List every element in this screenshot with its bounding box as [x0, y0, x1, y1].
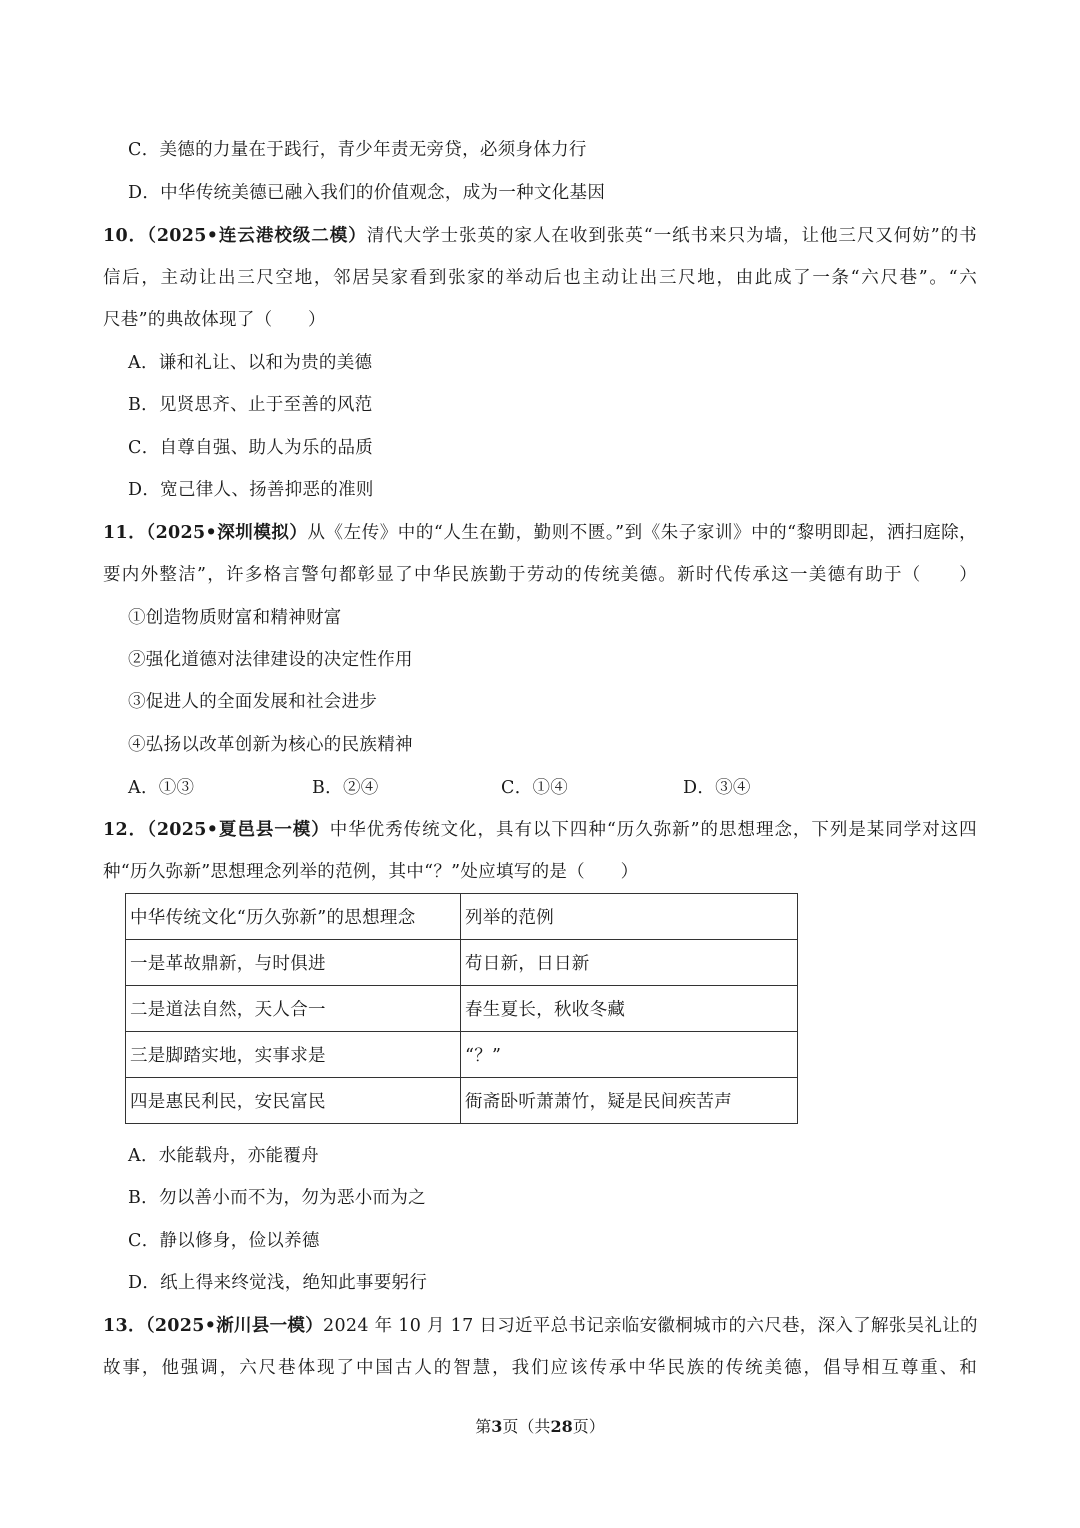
question-number: 11． [103, 523, 147, 543]
table-row [126, 1032, 798, 1078]
question-number: 13． [103, 1316, 146, 1336]
question-source: （2025•夏邑县一模） [147, 820, 330, 840]
question-number: 12． [103, 820, 148, 840]
question-11-item-1: ①创造物质财富和精神财富 [128, 608, 342, 628]
question-12-option-c: C．静以修身，俭以养德 [128, 1231, 320, 1251]
question-10-line-1 [103, 219, 977, 253]
question-12-option-d: D．纸上得来终觉浅，绝知此事要躬行 [128, 1273, 428, 1293]
footer-middle: 页（共 [502, 1417, 551, 1436]
question-11-options [128, 771, 980, 805]
page-number: 3 [491, 1417, 503, 1436]
question-source: （2025•深圳模拟） [146, 523, 308, 543]
table-cell: 四是惠民利民，安民富民 [126, 1078, 461, 1124]
question-12-table [125, 893, 798, 1124]
question-text: 从《左传》中的“人生在勤，勤则不匮。”到《朱子家训》中的“黎明即起，洒扫庭除， [307, 523, 977, 543]
table-cell: 一是革故鼎新，与时俱进 [126, 940, 461, 986]
table-cell: 春生夏长，秋收冬藏 [461, 986, 798, 1032]
table-header-row [126, 894, 798, 940]
question-10-line-2: 信后，主动让出三尺空地，邻居吴家看到张家的举动后也主动让出三尺地，由此成了一条“六尺巷”。“六 [103, 268, 977, 288]
table-header-cell: 列举的范例 [461, 894, 798, 940]
option-c-prev: C．美德的力量在于践行，青少年责无旁贷，必须身体力行 [128, 140, 587, 160]
footer-prefix: 第 [475, 1417, 492, 1436]
table-row [126, 986, 798, 1032]
table-cell: 二是道法自然，天人合一 [126, 986, 461, 1032]
question-10-option-a: A．谦和礼让、以和为贵的美德 [128, 353, 373, 373]
question-12-option-b: B．勿以善小而不为，勿为恶小而为之 [128, 1188, 426, 1208]
page-footer [0, 1413, 1080, 1441]
question-text: 清代大学士张英的家人在收到张英“一纸书来只为墙，让他三尺又何妨”的书 [366, 226, 977, 246]
question-13-line-1 [103, 1309, 977, 1343]
question-text: 中华优秀传统文化，具有以下四种“历久弥新”的思想理念，下列是某同学对这四 [329, 820, 977, 840]
question-10-option-b: B．见贤思齐、止于至善的风范 [128, 395, 373, 415]
question-11-item-2: ②强化道德对法律建设的决定性作用 [128, 650, 413, 670]
question-11-line-1 [103, 516, 977, 550]
question-10-option-d: D．宽己律人、扬善抑恶的准则 [128, 480, 374, 500]
table-cell: 三是脚踏实地，实事求是 [126, 1032, 461, 1078]
question-12-line-2: 种“历久弥新”思想理念列举的范例，其中“？”处应填写的是（ ） [103, 862, 639, 882]
table-cell: 衙斋卧听萧萧竹，疑是民间疾苦声 [461, 1078, 798, 1124]
table-cell: “？” [461, 1032, 798, 1078]
question-11-line-2: 要内外整洁”，许多格言警句都彰显了中华民族勤于劳动的传统美德。新时代传承这一美德有助于（ ） [103, 565, 977, 585]
question-text: 2024 年 10 月 17 日习近平总书记亲临安徽桐城市的六尺巷，深入了解张吴礼让的 [323, 1316, 978, 1336]
table-cell: 苟日新，日日新 [461, 940, 798, 986]
question-number: 10． [103, 226, 148, 246]
question-13-line-2: 故事，他强调，六尺巷体现了中国古人的智慧，我们应该传承中华民族的传统美德，倡导相互尊重、和 [103, 1358, 977, 1378]
page-total: 28 [550, 1417, 573, 1436]
question-10-option-c: C．自尊自强、助人为乐的品质 [128, 438, 374, 458]
question-source: （2025•淅川县一模） [145, 1316, 324, 1336]
table-header-cell: 中华传统文化“历久弥新”的思想理念 [126, 894, 461, 940]
question-12-option-a: A．水能载舟，亦能覆舟 [128, 1146, 319, 1166]
question-11-option-b: B．②④ [312, 778, 379, 798]
option-d-prev: D．中华传统美德已融入我们的价值观念，成为一种文化基因 [128, 183, 606, 203]
question-11-option-a: A．①③ [128, 778, 195, 798]
question-11-item-3: ③促进人的全面发展和社会进步 [128, 692, 378, 712]
question-10-line-3: 尺巷”的典故体现了（ ） [103, 310, 326, 330]
question-source: （2025•连云港校级二模） [147, 226, 367, 246]
question-12-line-1 [103, 813, 977, 847]
question-11-item-4: ④弘扬以改革创新为核心的民族精神 [128, 735, 413, 755]
table-row [126, 1078, 798, 1124]
question-11-option-d: D．③④ [683, 778, 751, 798]
question-11-option-c: C．①④ [501, 778, 569, 798]
table-row [126, 940, 798, 986]
footer-suffix: 页） [572, 1417, 605, 1436]
